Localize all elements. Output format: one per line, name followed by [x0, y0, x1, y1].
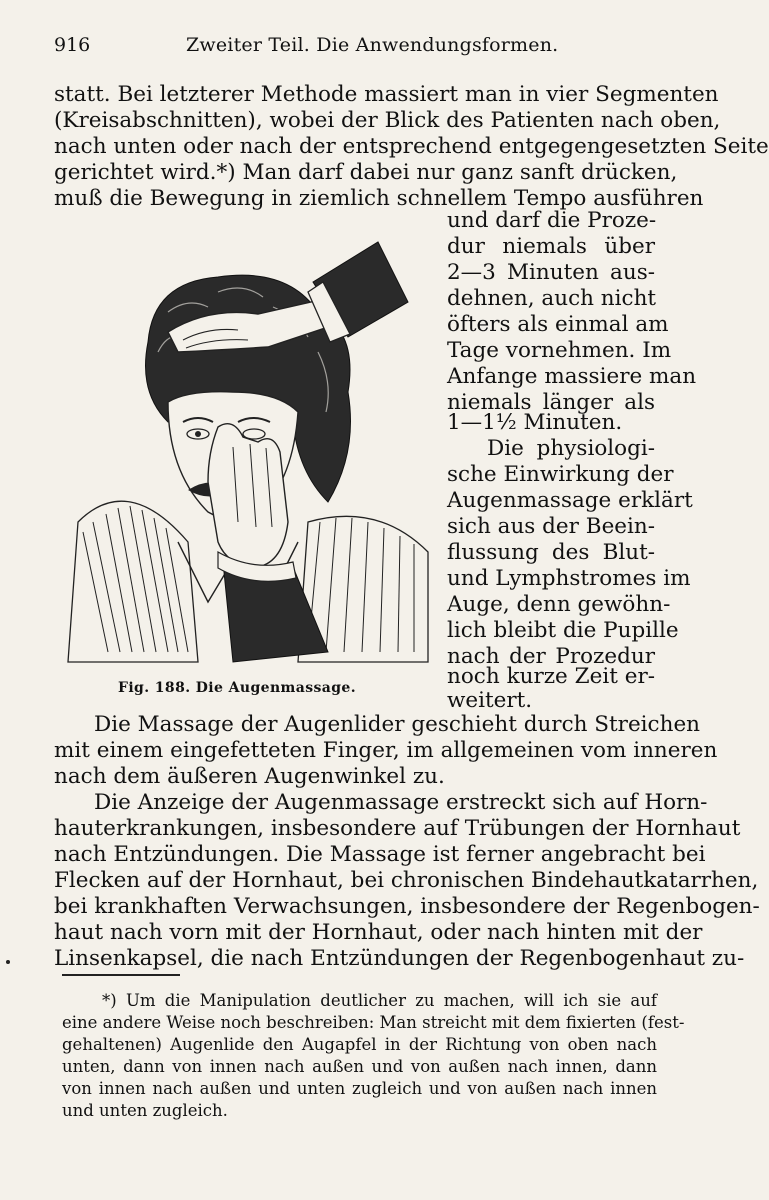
body-line: Linsenkapsel, die nach Entzündungen der Regenbogenhaut zu-	[54, 946, 745, 971]
footnote-line: *) Um die Manipulation deutlicher zu machen, will ich sie auf	[102, 991, 657, 1010]
footnote-line: gehaltenen) Augenlide den Augapfel in der Richtung von oben nach	[62, 1035, 657, 1054]
body-line: 1—1½ Minuten.	[447, 410, 623, 435]
page-number: 916	[54, 34, 91, 56]
print-speck	[6, 960, 10, 964]
body-line: bei krankhaften Verwachsungen, insbesondere der Regenbogen-	[54, 894, 760, 919]
body-line: dur niemals über	[447, 234, 655, 259]
body-line: Tage vornehmen. Im	[447, 338, 672, 363]
body-line: lich bleibt die Pupille	[447, 618, 679, 643]
body-line: 2—3 Minuten aus-	[447, 260, 655, 285]
footnote-line: unten, dann von innen nach außen und von außen nach innen, dann	[62, 1057, 657, 1076]
footnote-line: eine andere Weise noch beschreiben: Man streicht mit dem fixierten (fest-	[62, 1013, 685, 1032]
body-line: Die Massage der Augenlider geschieht durch Streichen	[94, 712, 701, 737]
body-line: Anfange massiere man	[447, 364, 697, 389]
body-line: Die physiologi-	[487, 436, 655, 461]
body-line: niemals länger als	[447, 390, 655, 415]
body-line: öfters als einmal am	[447, 312, 669, 337]
body-line: haut nach vorn mit der Hornhaut, oder nach hinten mit der	[54, 920, 703, 945]
footnote-line: und unten zugleich.	[62, 1101, 228, 1120]
body-line: Flecken auf der Hornhaut, bei chronischen Bindehautkatarrhen,	[54, 868, 759, 893]
body-line: und darf die Proze-	[447, 208, 657, 233]
figure-eye-massage	[58, 222, 438, 672]
body-line: noch kurze Zeit er-	[447, 664, 655, 689]
body-line: dehnen, auch nicht	[447, 286, 657, 311]
body-line: hauterkrankungen, insbesondere auf Trübungen der Hornhaut	[54, 816, 741, 841]
body-line: gerichtet wird.*) Man darf dabei nur ganz sanft drücken,	[54, 160, 678, 185]
body-line: sich aus der Beein-	[447, 514, 655, 539]
body-line: mit einem eingefetteten Finger, im allgemeinen vom inneren	[54, 738, 718, 763]
running-title: Zweiter Teil. Die Anwendungsformen.	[186, 34, 559, 56]
body-line: weitert.	[447, 688, 533, 713]
body-line: Auge, denn gewöhn-	[447, 592, 671, 617]
body-line: und Lymphstromes im	[447, 566, 691, 591]
illustration-eye-massage	[58, 222, 438, 672]
body-line: nach dem äußeren Augenwinkel zu.	[54, 764, 445, 789]
body-line: nach Entzündungen. Die Massage ist ferner angebracht bei	[54, 842, 706, 867]
body-line: Die Anzeige der Augenmassage erstreckt sich auf Horn-	[94, 790, 708, 815]
body-line: flussung des Blut-	[447, 540, 655, 565]
body-line: statt. Bei letzterer Methode massiert man in vier Segmenten	[54, 82, 719, 107]
body-line: Augenmassage erklärt	[447, 488, 693, 513]
body-line: muß die Bewegung in ziemlich schnellem Tempo ausführen	[54, 186, 704, 211]
body-line: nach der Prozedur	[447, 644, 655, 669]
page-header	[54, 34, 657, 56]
body-line: nach unten oder nach der entsprechend entgegengesetzten Seite	[54, 134, 769, 159]
figure-caption: Fig. 188. Die Augenmassage.	[118, 680, 357, 696]
footnote-line: von innen nach außen und unten zugleich und von außen nach innen	[62, 1079, 657, 1098]
body-line: (Kreisabschnitten), wobei der Blick des Patienten nach oben,	[54, 108, 721, 133]
footnote-rule	[62, 974, 180, 976]
body-line: sche Einwirkung der	[447, 462, 674, 487]
